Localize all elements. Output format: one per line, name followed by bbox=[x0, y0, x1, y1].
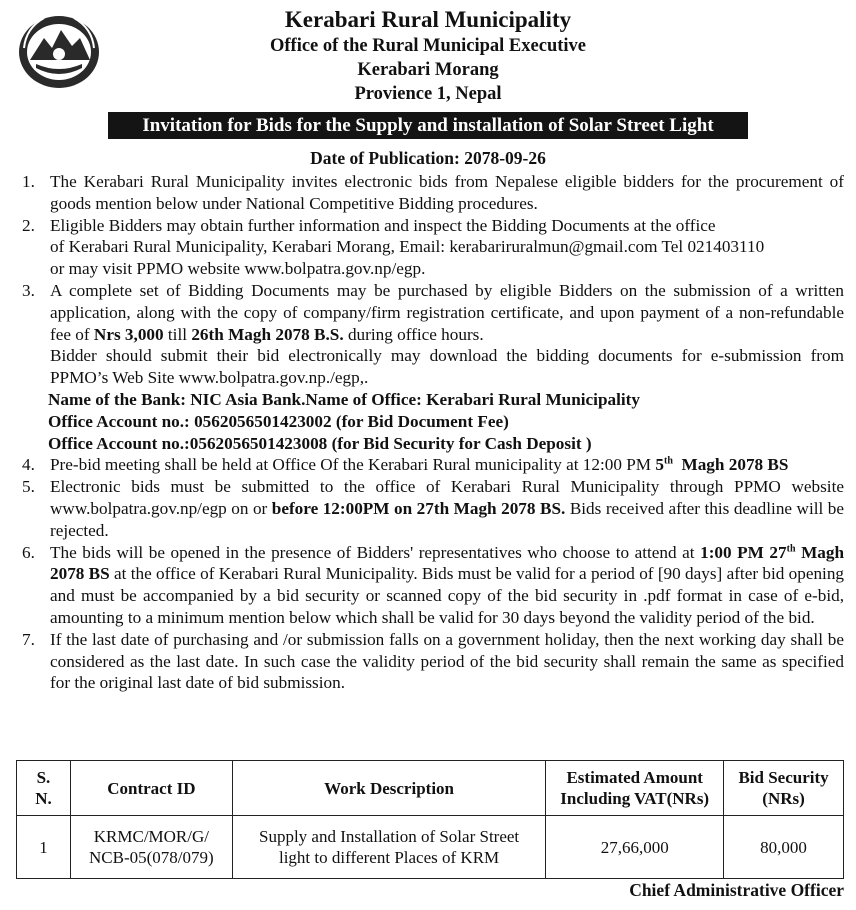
header-contract-id: Contract ID bbox=[70, 761, 232, 816]
notice-item-3 bbox=[22, 280, 844, 389]
submission-rejection-text: Bids received after this deadline will be rejected. bbox=[50, 498, 845, 540]
notice-item-7 bbox=[22, 629, 844, 694]
validity-text: at the office of Kerabari Rural Municipality. Bids must be valid for a period of [90 days] after bid opening and must be accompanied by a bid security or scanned copy of the bid security in .pdf format in case of e-bid, amounting to a minimum mention below which shall be valid for 30 days beyond the validity period of the bid. bbox=[50, 564, 845, 627]
e-submission-text: Bidder should submit their bid electronically may download the bidding documents for e-submission from PPMO’s Web Site www.bolpatra.gov.np./egp,. bbox=[50, 346, 844, 388]
notice-item-5 bbox=[22, 476, 844, 541]
item-text: The Kerabari Rural Municipality invites electronic bids from Nepalese eligible bidders for the procurement of goods mention below under National Competitive Bidding procedures. bbox=[50, 172, 844, 213]
cell-work-description: Supply and Installation of Solar Street light to different Places of KRM bbox=[232, 816, 545, 879]
account-document-fee: Office Account no.: 0562056501423002 (for Bid Document Fee) bbox=[48, 411, 509, 431]
bank-name: Name of the Bank: NIC Asia Bank.Name of Office: Kerabari Rural Municipality bbox=[48, 389, 640, 409]
prebid-month: Magh 2078 bbox=[681, 455, 764, 475]
item-text bbox=[50, 454, 844, 476]
signature-title: Chief Administrative Officer bbox=[629, 880, 844, 900]
cell-contract-id: KRMC/MOR/G/ NCB-05(078/079) bbox=[70, 816, 232, 879]
opening-day-suffix: th bbox=[786, 542, 796, 554]
purchase-deadline: 26th Magh 2078 B.S. bbox=[191, 324, 344, 344]
fee-text: A complete set of Bidding Documents may be purchased by eligible Bidders on the submission of a written application, along with the copy of company/firm registration certificate, and upon payment of a non-refundable fee of bbox=[50, 280, 844, 344]
header-bid-security: Bid Security (NRs) bbox=[724, 761, 844, 816]
item-number: 4. bbox=[22, 455, 35, 475]
prebid-era: BS bbox=[767, 455, 789, 475]
municipality-name: Kerabari Rural Municipality bbox=[284, 7, 572, 32]
item-number: 6. bbox=[22, 542, 35, 562]
table-row bbox=[17, 816, 844, 879]
office-province: Provience 1, Nepal bbox=[354, 84, 502, 104]
header-estimated-amount: Estimated Amount Including VAT(NRs) bbox=[546, 761, 724, 816]
item-number: 7. bbox=[22, 629, 35, 649]
notice-item-1 bbox=[22, 171, 844, 215]
opening-time: 1:00 PM 27 bbox=[700, 542, 787, 562]
table-header-row bbox=[17, 761, 844, 816]
fee-text-till: till bbox=[167, 324, 188, 344]
submission-deadline: before 12:00PM on 27th Magh 2078 BS. bbox=[271, 498, 566, 518]
prebid-day-suffix: th bbox=[663, 455, 673, 467]
fee-text-hours: during office hours. bbox=[347, 324, 484, 344]
publication-date-label: Date of Publication: bbox=[310, 148, 460, 168]
opening-text: The bids will be opened in the presence of Bidders' representatives who choose to attend at bbox=[50, 542, 695, 562]
item-text: If the last date of purchasing and /or submission falls on a government holiday, then the next working day shall be considered as the last date. In such case the validity period of the bid security shall remain the same as specified for the original last date of bid submission. bbox=[50, 629, 844, 693]
office-location: Kerabari Morang bbox=[357, 60, 499, 80]
document-fee: Nrs 3,000 bbox=[93, 324, 164, 344]
notice-item-2 bbox=[22, 215, 844, 280]
notice-item-4 bbox=[22, 454, 844, 476]
cell-sn: 1 bbox=[17, 816, 71, 879]
item-text-line: of Kerabari Rural Municipality, Kerabari Morang, Email: kerabariruralmun@gmail.com Tel 021403110 bbox=[50, 237, 765, 257]
item-text-line: or may visit PPMO website www.bolpatra.gov.np/egp. bbox=[50, 259, 426, 279]
item-number: 5. bbox=[22, 477, 35, 497]
publication-date bbox=[0, 148, 856, 170]
opening-month: Magh 2078 BS bbox=[50, 542, 845, 584]
bid-table bbox=[16, 760, 844, 879]
notice-item-6 bbox=[22, 542, 844, 629]
notice-body bbox=[22, 171, 844, 694]
account-bid-security: Office Account no.:0562056501423008 (for Bid Security for Cash Deposit ) bbox=[48, 433, 592, 453]
item-text bbox=[50, 476, 844, 541]
submission-text: Electronic bids must be submitted to the office of Kerabari Rural Municipality through PPMO website www.bolpatra.gov.np/egp on or bbox=[50, 477, 844, 518]
item-number: 3. bbox=[22, 280, 35, 300]
prebid-day: 5 bbox=[655, 455, 664, 475]
item-text bbox=[50, 280, 844, 345]
item-number: 1. bbox=[22, 172, 35, 191]
prebid-text: Pre-bid meeting shall be held at Office Of the Kerabari Rural municipality at 12:00 PM bbox=[50, 455, 652, 475]
cell-estimated-amount: 27,66,000 bbox=[546, 816, 724, 879]
item-number: 2. bbox=[22, 215, 35, 235]
header-work-description: Work Description bbox=[232, 761, 545, 816]
header-sn: S. N. bbox=[17, 761, 71, 816]
item-text-line: Eligible Bidders may obtain further information and inspect the Bidding Documents at the office bbox=[50, 215, 716, 235]
bank-details bbox=[22, 389, 844, 454]
publication-date-value: 2078-09-26 bbox=[464, 148, 546, 168]
item-text bbox=[50, 542, 844, 629]
notice-title-banner: Invitation for Bids for the Supply and installation of Solar Street Light bbox=[108, 112, 748, 139]
office-name: Office of the Rural Municipal Executive bbox=[270, 36, 586, 56]
cell-bid-security: 80,000 bbox=[724, 816, 844, 879]
